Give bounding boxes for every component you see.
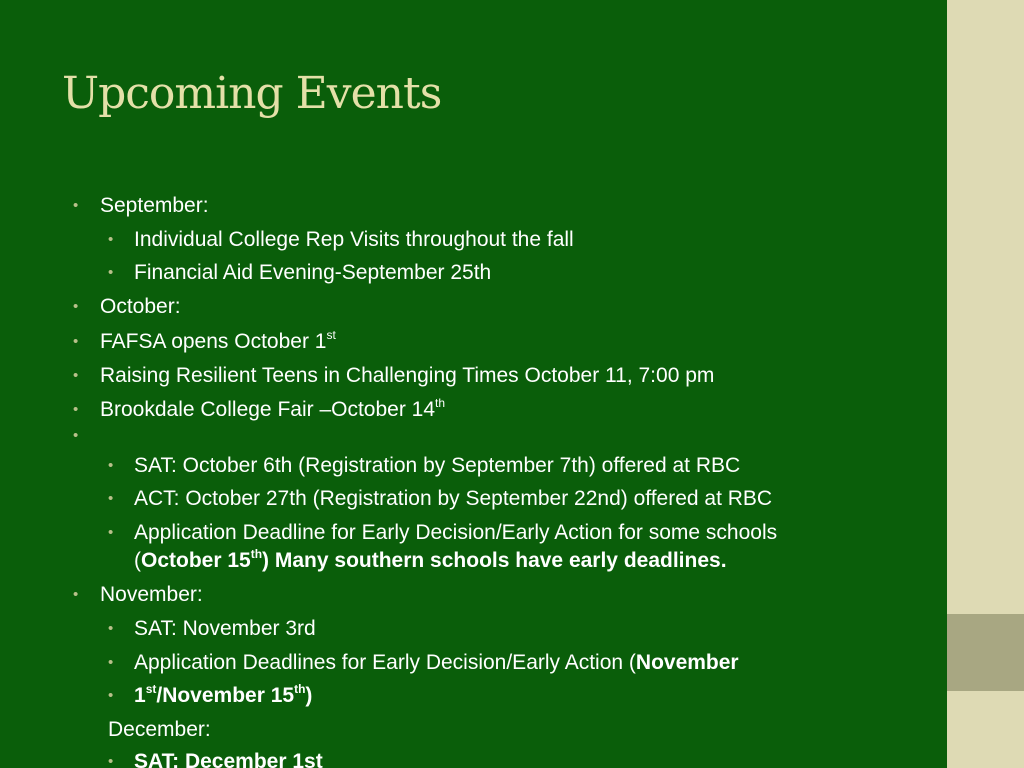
fafsa-superscript: st [326, 328, 336, 342]
bullet-icon: • [108, 264, 114, 281]
side-accent-block [947, 614, 1024, 691]
nov-date-2: /November 15 [156, 684, 295, 707]
bullet-icon: • [73, 367, 79, 384]
list-item-early-deadline-cont [134, 548, 727, 574]
nov-date-1: 1 [134, 684, 146, 707]
nov-deadlines-text: Application Deadlines for Early Decision/Early Action ( [134, 651, 636, 674]
bullet-icon: • [108, 457, 114, 474]
list-item-act-october: ACT: October 27th (Registration by September 22nd) offered at RBC [134, 487, 773, 510]
bullet-icon: • [108, 524, 114, 541]
bullet-icon: • [108, 490, 114, 507]
fair-superscript: th [435, 396, 446, 410]
early-open-paren: ( [134, 549, 141, 572]
list-item-rep-visits: Individual College Rep Visits throughout the fall [134, 228, 574, 251]
list-item-november-dates [134, 683, 312, 709]
bullet-icon: • [108, 753, 114, 768]
slide-title: Upcoming Events [62, 68, 442, 119]
list-item-early-deadline: Application Deadline for Early Decision/Early Action for some schools [134, 521, 778, 544]
list-item-resilient-teens: Raising Resilient Teens in Challenging Times October 11, 7:00 pm [100, 364, 715, 387]
nov-close-paren: ) [305, 684, 313, 707]
fafsa-text: FAFSA opens October 1 [100, 330, 327, 353]
list-item-november: November: [100, 583, 203, 606]
bullet-icon: • [108, 231, 114, 248]
early-date-superscript: th [250, 547, 263, 561]
nov-deadlines-bold: November [635, 651, 739, 674]
list-item-december: December: [108, 718, 211, 741]
early-date-text: October 15 [141, 549, 251, 572]
list-item-fafsa [100, 329, 336, 355]
bullet-icon: • [73, 298, 79, 315]
nov-date-1-superscript: st [145, 682, 157, 696]
bullet-icon: • [73, 427, 79, 444]
bullet-icon: • [108, 620, 114, 637]
bullet-icon: • [73, 586, 79, 603]
list-item-sat-october: SAT: October 6th (Registration by September 7th) offered at RBC [134, 454, 741, 477]
bullet-icon: • [73, 197, 79, 214]
nov-date-2-superscript: th [294, 682, 306, 696]
bullet-icon: • [108, 687, 114, 704]
list-item-sat-november: SAT: November 3rd [134, 617, 316, 640]
bullet-icon: • [73, 333, 79, 350]
early-note-text: ) Many southern schools have early deadlines. [262, 549, 727, 572]
bullet-icon: • [73, 401, 79, 418]
list-item-sat-december: SAT: December 1st [134, 750, 323, 768]
bullet-icon: • [108, 654, 114, 671]
list-item-college-fair [100, 397, 445, 423]
list-item-financial-aid: Financial Aid Evening-September 25th [134, 261, 492, 284]
list-item-september: September: [100, 194, 209, 217]
fair-text: Brookdale College Fair –October 14 [100, 398, 436, 421]
list-item-october: October: [100, 295, 181, 318]
list-item-november-deadlines [134, 650, 739, 676]
